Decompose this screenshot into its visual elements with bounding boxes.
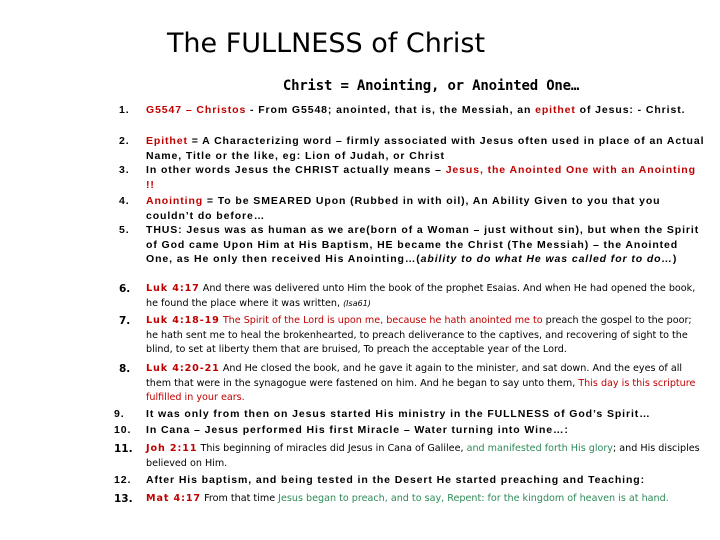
item-text: And He closed the book, and he gave it again to the minister, and sat down. And the eyes of all them that were in the synagogue were fastened on him. And he began to say unto them, — [146, 363, 683, 389]
item-text: In Cana – Jesus performed His first Miracle – Water turning into Wine…: — [146, 424, 569, 436]
item-number: 12. — [114, 474, 132, 486]
item-text: = To be SMEARED Upon (Rubbed in with oil), An Ability Given to you that you couldn’t do before… — [146, 195, 661, 222]
item-number: 10. — [114, 424, 132, 436]
item-text: From that time — [201, 493, 279, 504]
item-term: Epithet — [146, 135, 188, 147]
item-small-ref: (Isa61) — [343, 298, 371, 308]
item-reference: Joh 2:11 — [146, 443, 198, 454]
item-italic-text: ability to do what He was called for to do… — [420, 253, 673, 265]
item-highlight: Jesus, the Anointed One with an Anointing !! — [146, 164, 696, 191]
item-reference: Luk 4:17 — [146, 283, 200, 294]
list-item — [114, 423, 706, 438]
list-item — [119, 103, 706, 118]
list-item — [114, 442, 706, 471]
item-text: = A Characterizing word – firmly associated with Jesus often used in place of an Actual Name, Title or the like, eg: Lion of Judah, or Christ — [146, 135, 705, 162]
list-item — [119, 314, 706, 358]
item-reference: Luk 4:20-21 — [146, 363, 220, 374]
list-item — [114, 473, 706, 488]
list-item — [119, 163, 706, 192]
list-item — [119, 282, 706, 311]
list-item — [119, 134, 706, 163]
item-number: 8. — [119, 363, 131, 375]
list-item — [114, 407, 706, 422]
item-number: 5. — [119, 224, 130, 236]
list-item — [114, 492, 706, 507]
item-text: - From G5548; anointed, that is, the Messiah, an — [246, 104, 536, 116]
item-number: 3. — [119, 164, 130, 176]
item-number: 6. — [119, 283, 131, 295]
page-subtitle: Christ = Anointing, or Anointed One… — [282, 78, 580, 94]
item-reference: G5547 – Christos — [146, 104, 247, 116]
list-item — [119, 362, 706, 406]
item-text: ; and His disciples believed on Him. — [146, 443, 700, 469]
item-highlight: This day is this scripture fulfilled in your ears. — [146, 377, 696, 403]
page-title: The FULLNESS of Christ — [166, 28, 486, 59]
item-number: 7. — [119, 315, 131, 327]
item-highlight: epithet — [535, 104, 576, 116]
item-number: 9. — [114, 408, 125, 420]
item-highlight: and manifested forth His glory — [466, 443, 613, 454]
item-number: 2. — [119, 135, 130, 147]
list-item — [119, 223, 706, 267]
list-item — [119, 194, 706, 223]
item-text: This beginning of miracles did Jesus in Cana of Galilee, — [197, 443, 467, 454]
item-number: 1. — [119, 104, 130, 116]
item-text: After His baptism, and being tested in the Desert He started preaching and Teaching: — [146, 474, 645, 486]
item-text: It was only from then on Jesus started His ministry in the FULLNESS of God’s Spirit… — [146, 408, 651, 420]
item-text: And there was delivered unto Him the book of the prophet Esaias. And when He had opened the book, he found the place where it was written, — [146, 283, 696, 309]
item-number: 13. — [114, 493, 133, 505]
item-text: ) — [672, 253, 678, 265]
item-text: of Jesus: - Christ. — [575, 104, 686, 116]
item-term: Anointing — [146, 195, 204, 207]
item-text: preach the gospel to the poor; he hath sent me to heal the brokenhearted, to preach deliverance to the captives, and recovering of sight to the blind, to set at liberty them that are bruised, To preach the acceptable year of the Lord. — [146, 315, 692, 355]
item-highlight: Jesus began to preach, and to say, Repent: for the kingdom of heaven is at hand. — [278, 493, 669, 504]
item-text: THUS: Jesus was as human as we are(born of a Woman – just without sin), but when the Spirit of God came Upon Him at His Baptism, HE became the Christ (The Messiah) – the Anointed One, as He only then received His Anointing…( — [146, 224, 700, 265]
item-number: 11. — [114, 443, 133, 455]
item-reference: Mat 4:17 — [146, 493, 202, 504]
item-reference: Luk 4:18-19 — [146, 315, 220, 326]
item-number: 4. — [119, 195, 130, 207]
item-text: In other words Jesus the CHRIST actually means – — [146, 164, 446, 176]
item-highlight: The Spirit of the Lord is upon me, because he hath anointed me to — [219, 315, 543, 326]
